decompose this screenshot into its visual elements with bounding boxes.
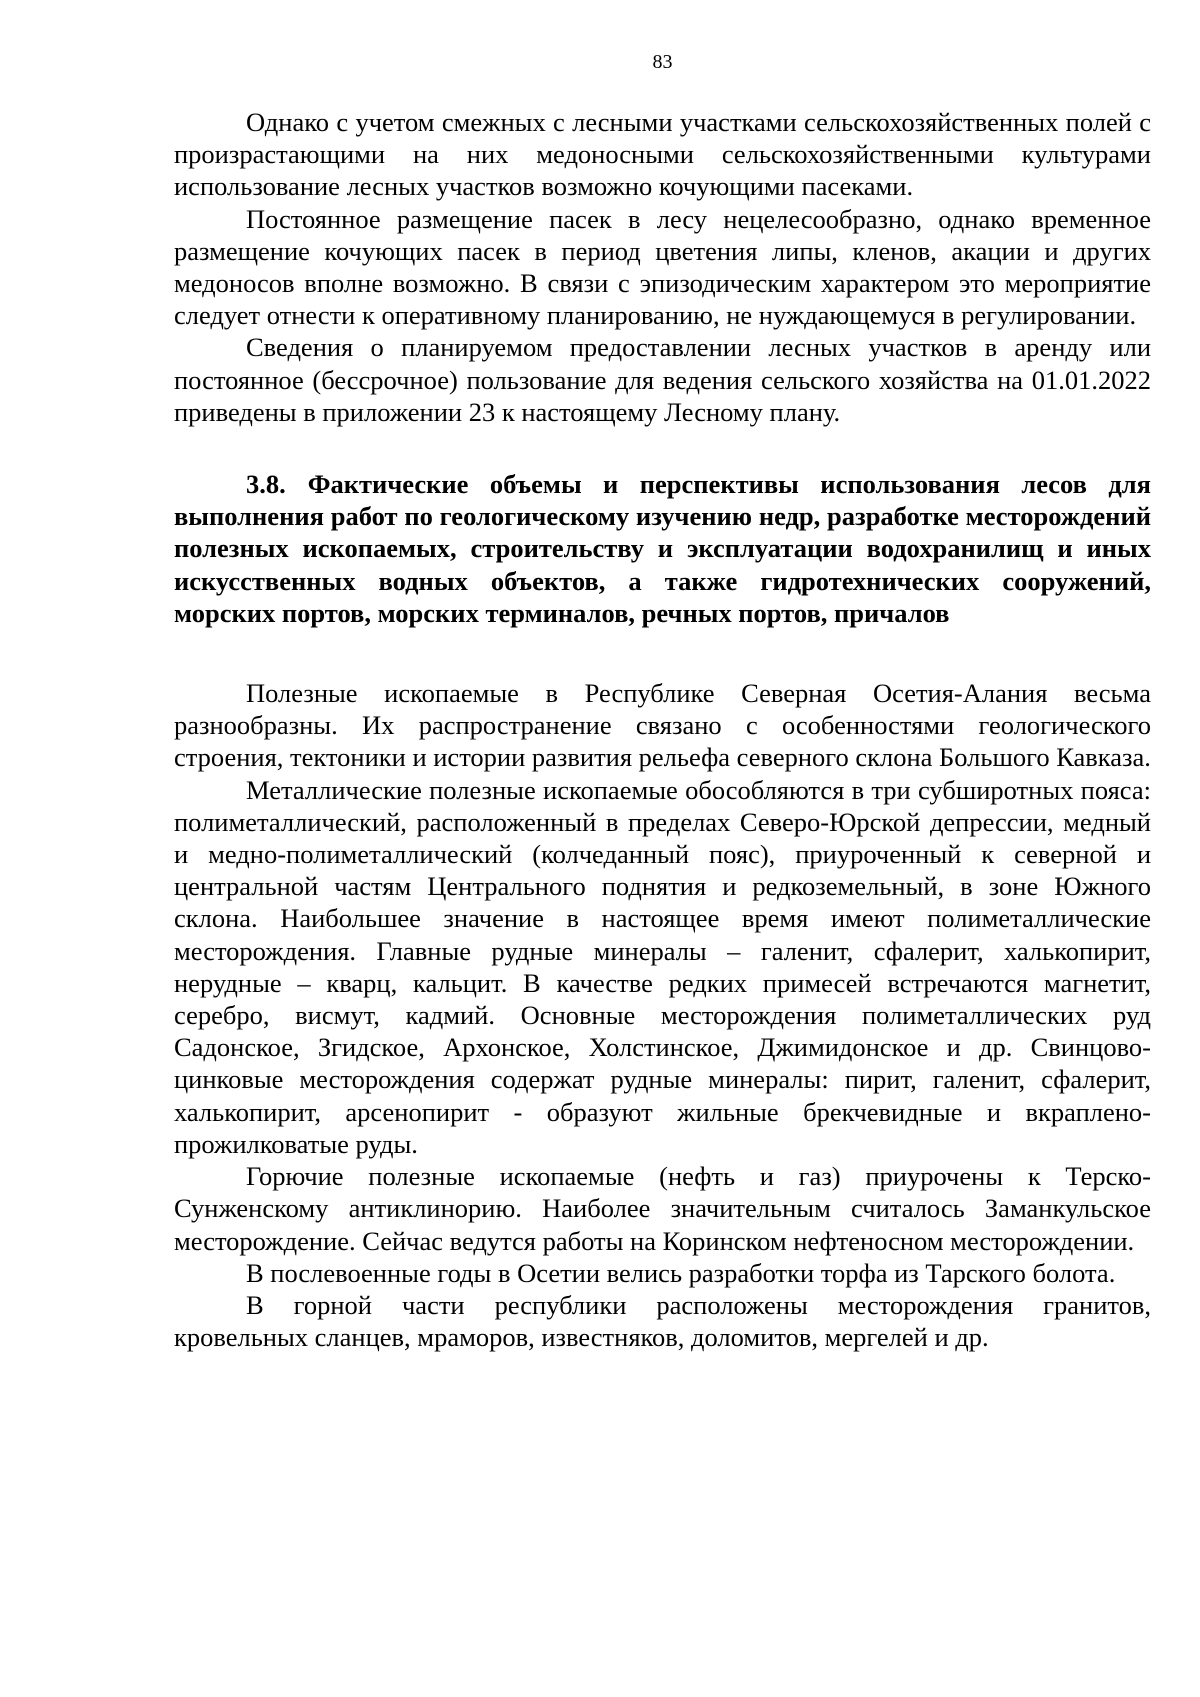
paragraph-forest-fields-apiaries: Однако с учетом смежных с лесными участками сельскохозяйственных полей с произрастающими на них медоносными сельскохозяйственными культурами использование лесных участков возможно кочующими пасеками. [174,107,1151,202]
paragraph-apiary-placement: Постоянное размещение пасек в лесу нецелесообразно, однако временное размещение кочующих пасек в период цветения липы, кленов, акации и других медоносов вполне возможно. В связи с эпизодическим характером это мероприятие следует отнести к оперативному планированию, не нуждающемуся в регулировании. [174,203,1151,331]
section-number: 3.8. [246,469,286,500]
page-number: 83 [652,51,673,73]
paragraph-oil-gas: Горючие полезные ископаемые (нефть и газ) приурочены к Терско-Сунженскому антиклинорию. Наиболее значительным считалось Заманкульское месторождение. Сейчас ведутся работы на Коринском нефтеносном месторождении. [174,1161,1151,1256]
paragraph-mountain-deposits: В горной части республики расположены месторождения гранитов, кровельных сланцев, мраморов, известняков, доломитов, мергелей и др. [174,1289,1151,1353]
paragraph-minerals-overview: Полезные ископаемые в Республике Северная Осетия-Алания весьма разнообразны. Их распространение связано с особенностями геологического строения, тектоники и истории развития рельефа северного склона Большого Кавказа. [174,678,1151,773]
section-heading [174,468,1151,629]
document-page [174,50,1151,1353]
paragraph-lease-info: Сведения о планируемом предоставлении лесных участков в аренду или постоянное (бессрочное) пользование для ведения сельского хозяйства на 01.01.2022 приведены в приложении 23 к настоящему Лесному плану. [174,332,1151,427]
paragraph-peat: В послевоенные годы в Осетии велись разработки торфа из Тарского болота. [246,1257,1116,1288]
section-title: Фактические объемы и перспективы использования лесов для выполнения работ по геологическому изучению недр, разработке месторождений полезных ископаемых, строительству и эксплуатации водохранилищ и иных искусственных водных объектов, а также гидротехнических сооружений, морских портов, морских терминалов, речных портов, причалов [174,469,1151,628]
paragraph-metallic-minerals: Металлические полезные ископаемые обособляются в три субширотных пояса: полиметаллический, расположенный в пределах Северо-Юрской депрессии, медный и медно-полиметаллический (колчеданный пояс), приуроченный к северной и центральной частям Центрального поднятия и редкоземельный, в зоне Южного склона. Наибольшее значение в настоящее время имеют полиметаллические месторождения. Главные рудные минералы – галенит, сфалерит, халькопирит, нерудные – кварц, кальцит. В качестве редких примесей встречаются магнетит, серебро, висмут, кадмий. Основные месторождения полиметаллических руд Садонское, Згидское, Архонское, Холстинское, Джимидонское и др. Свинцово-цинковые месторождения содержат рудные минералы: пирит, галенит, сфалерит, халькопирит, арсенопирит - образуют жильные брекчевидные и вкраплено-прожилковатые руды. [174,774,1151,1159]
